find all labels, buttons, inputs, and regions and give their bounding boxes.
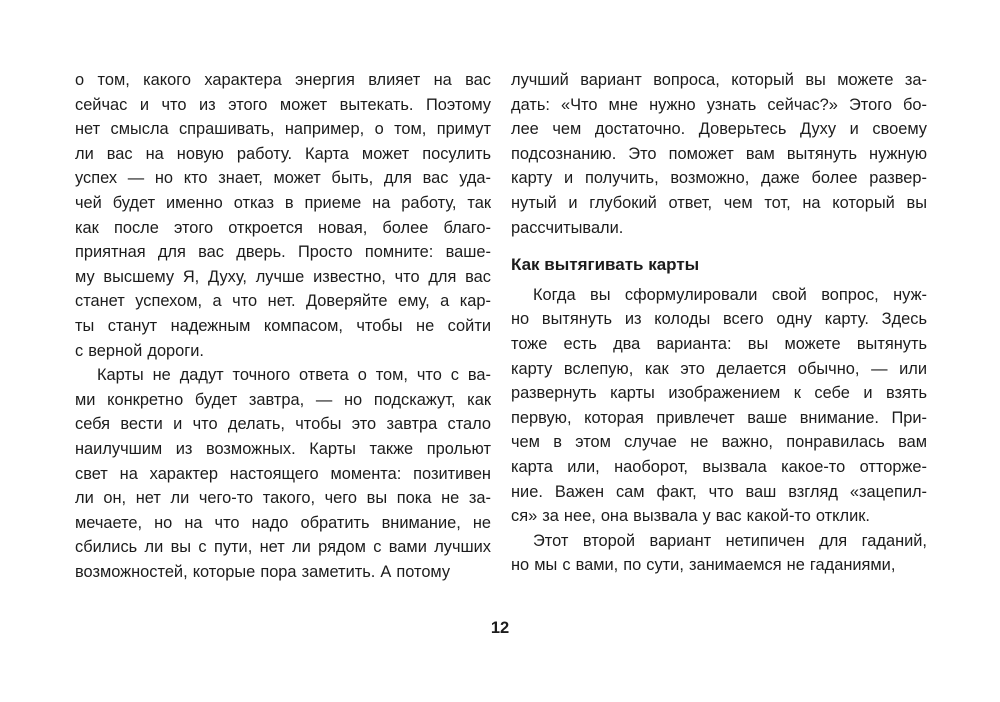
text-line: как после этого откроется новая, более благо- xyxy=(75,218,491,237)
text-line: ся» за нее, она вызвала у вас какой-то отклик. xyxy=(511,507,870,526)
left-column xyxy=(75,68,491,584)
page-number: 12 xyxy=(490,619,510,637)
text-line: сейчас и что из этого может вытекать. Поэтому xyxy=(75,95,491,114)
text-line: развернуть карты изображением к себе и взять xyxy=(511,384,927,403)
text-line: первую, которая привлечет ваше внимание. При- xyxy=(511,408,927,427)
text-line: ли он, нет ли чего-то такого, чего вы пока не за- xyxy=(75,489,491,508)
text-line: ми конкретно будет завтра, — но подскажут, как xyxy=(75,390,491,409)
text-line: сбились ли вы с пути, нет ли рядом с вами лучших xyxy=(75,538,491,557)
text-line: но мы с вами, по сути, занимаемся не гаданиями, xyxy=(511,556,896,575)
text-line: мечаете, но на что надо обратить внимание, не xyxy=(75,513,491,532)
paragraph xyxy=(75,68,491,363)
text-line: свет на характер настоящего момента: позитивен xyxy=(75,464,491,483)
text-line: но вытянуть из колоды всего одну карту. Здесь xyxy=(511,310,927,329)
text-line: дать: «Что мне нужно узнать сейчас?» Этого бо- xyxy=(511,95,927,114)
text-line: лее чем достаточно. Доверьтесь Духу и своему xyxy=(511,120,927,139)
text-line: Этот второй вариант нетипичен для гаданий, xyxy=(533,531,927,550)
paragraph xyxy=(75,363,491,584)
text-line: карта или, наоборот, вызвала какое-то отторже- xyxy=(511,457,927,476)
paragraph xyxy=(511,68,927,240)
text-line: ли вас на новую работу. Карта может посулить xyxy=(75,144,491,163)
paragraph xyxy=(511,283,927,529)
text-line: карту вслепую, как это делается обычно, — или xyxy=(511,359,927,378)
text-line: ты станут надежным компасом, чтобы не сойти xyxy=(75,316,491,335)
text-line: Карты не дадут точного ответа о том, что с ва- xyxy=(97,366,491,385)
text-line: ние. Важен сам факт, что ваш взгляд «зацепил- xyxy=(511,482,927,501)
text-line: подсознанию. Это поможет вам вытянуть нужную xyxy=(511,144,927,163)
text-line: лучший вариант вопроса, который вы можете за- xyxy=(511,71,927,89)
text-line: о том, какого характера энергия влияет на вас xyxy=(75,71,491,89)
text-line: себя вести и что делать, чтобы это завтра стало xyxy=(75,415,491,434)
text-line: станет успехом, а что нет. Доверяйте ему, а кар- xyxy=(75,292,491,311)
text-line: тоже есть два варианта: вы можете вытянуть xyxy=(511,334,927,353)
text-line: Когда вы сформулировали свой вопрос, нуж- xyxy=(533,285,927,304)
paragraph xyxy=(511,529,927,578)
text-line: карту и получить, возможно, даже более развер- xyxy=(511,169,927,188)
text-line: чем в этом случае не важно, понравилась вам xyxy=(511,433,927,452)
text-line: рассчитывали. xyxy=(511,218,624,237)
text-line: нутый и глубокий ответ, чем тот, на который вы xyxy=(511,193,927,212)
text-line: наилучшим из возможных. Карты также прольют xyxy=(75,439,491,458)
text-line: успех — но кто знает, может быть, для вас уда- xyxy=(75,169,491,188)
text-line: возможностей, которые пора заметить. А потому xyxy=(75,562,451,581)
text-line: чей будет именно отказ в приеме на работу, так xyxy=(75,193,491,212)
text-line: с верной дороги. xyxy=(75,341,204,360)
text-line: му высшему Я, Духу, лучше известно, что для вас xyxy=(75,267,491,286)
right-column xyxy=(511,68,927,584)
section-heading: Как вытягивать карты xyxy=(511,255,700,275)
text-line: приятная для вас дверь. Просто помните: ваше- xyxy=(75,243,491,262)
text-line: нет смысла спрашивать, например, о том, примут xyxy=(75,120,491,139)
